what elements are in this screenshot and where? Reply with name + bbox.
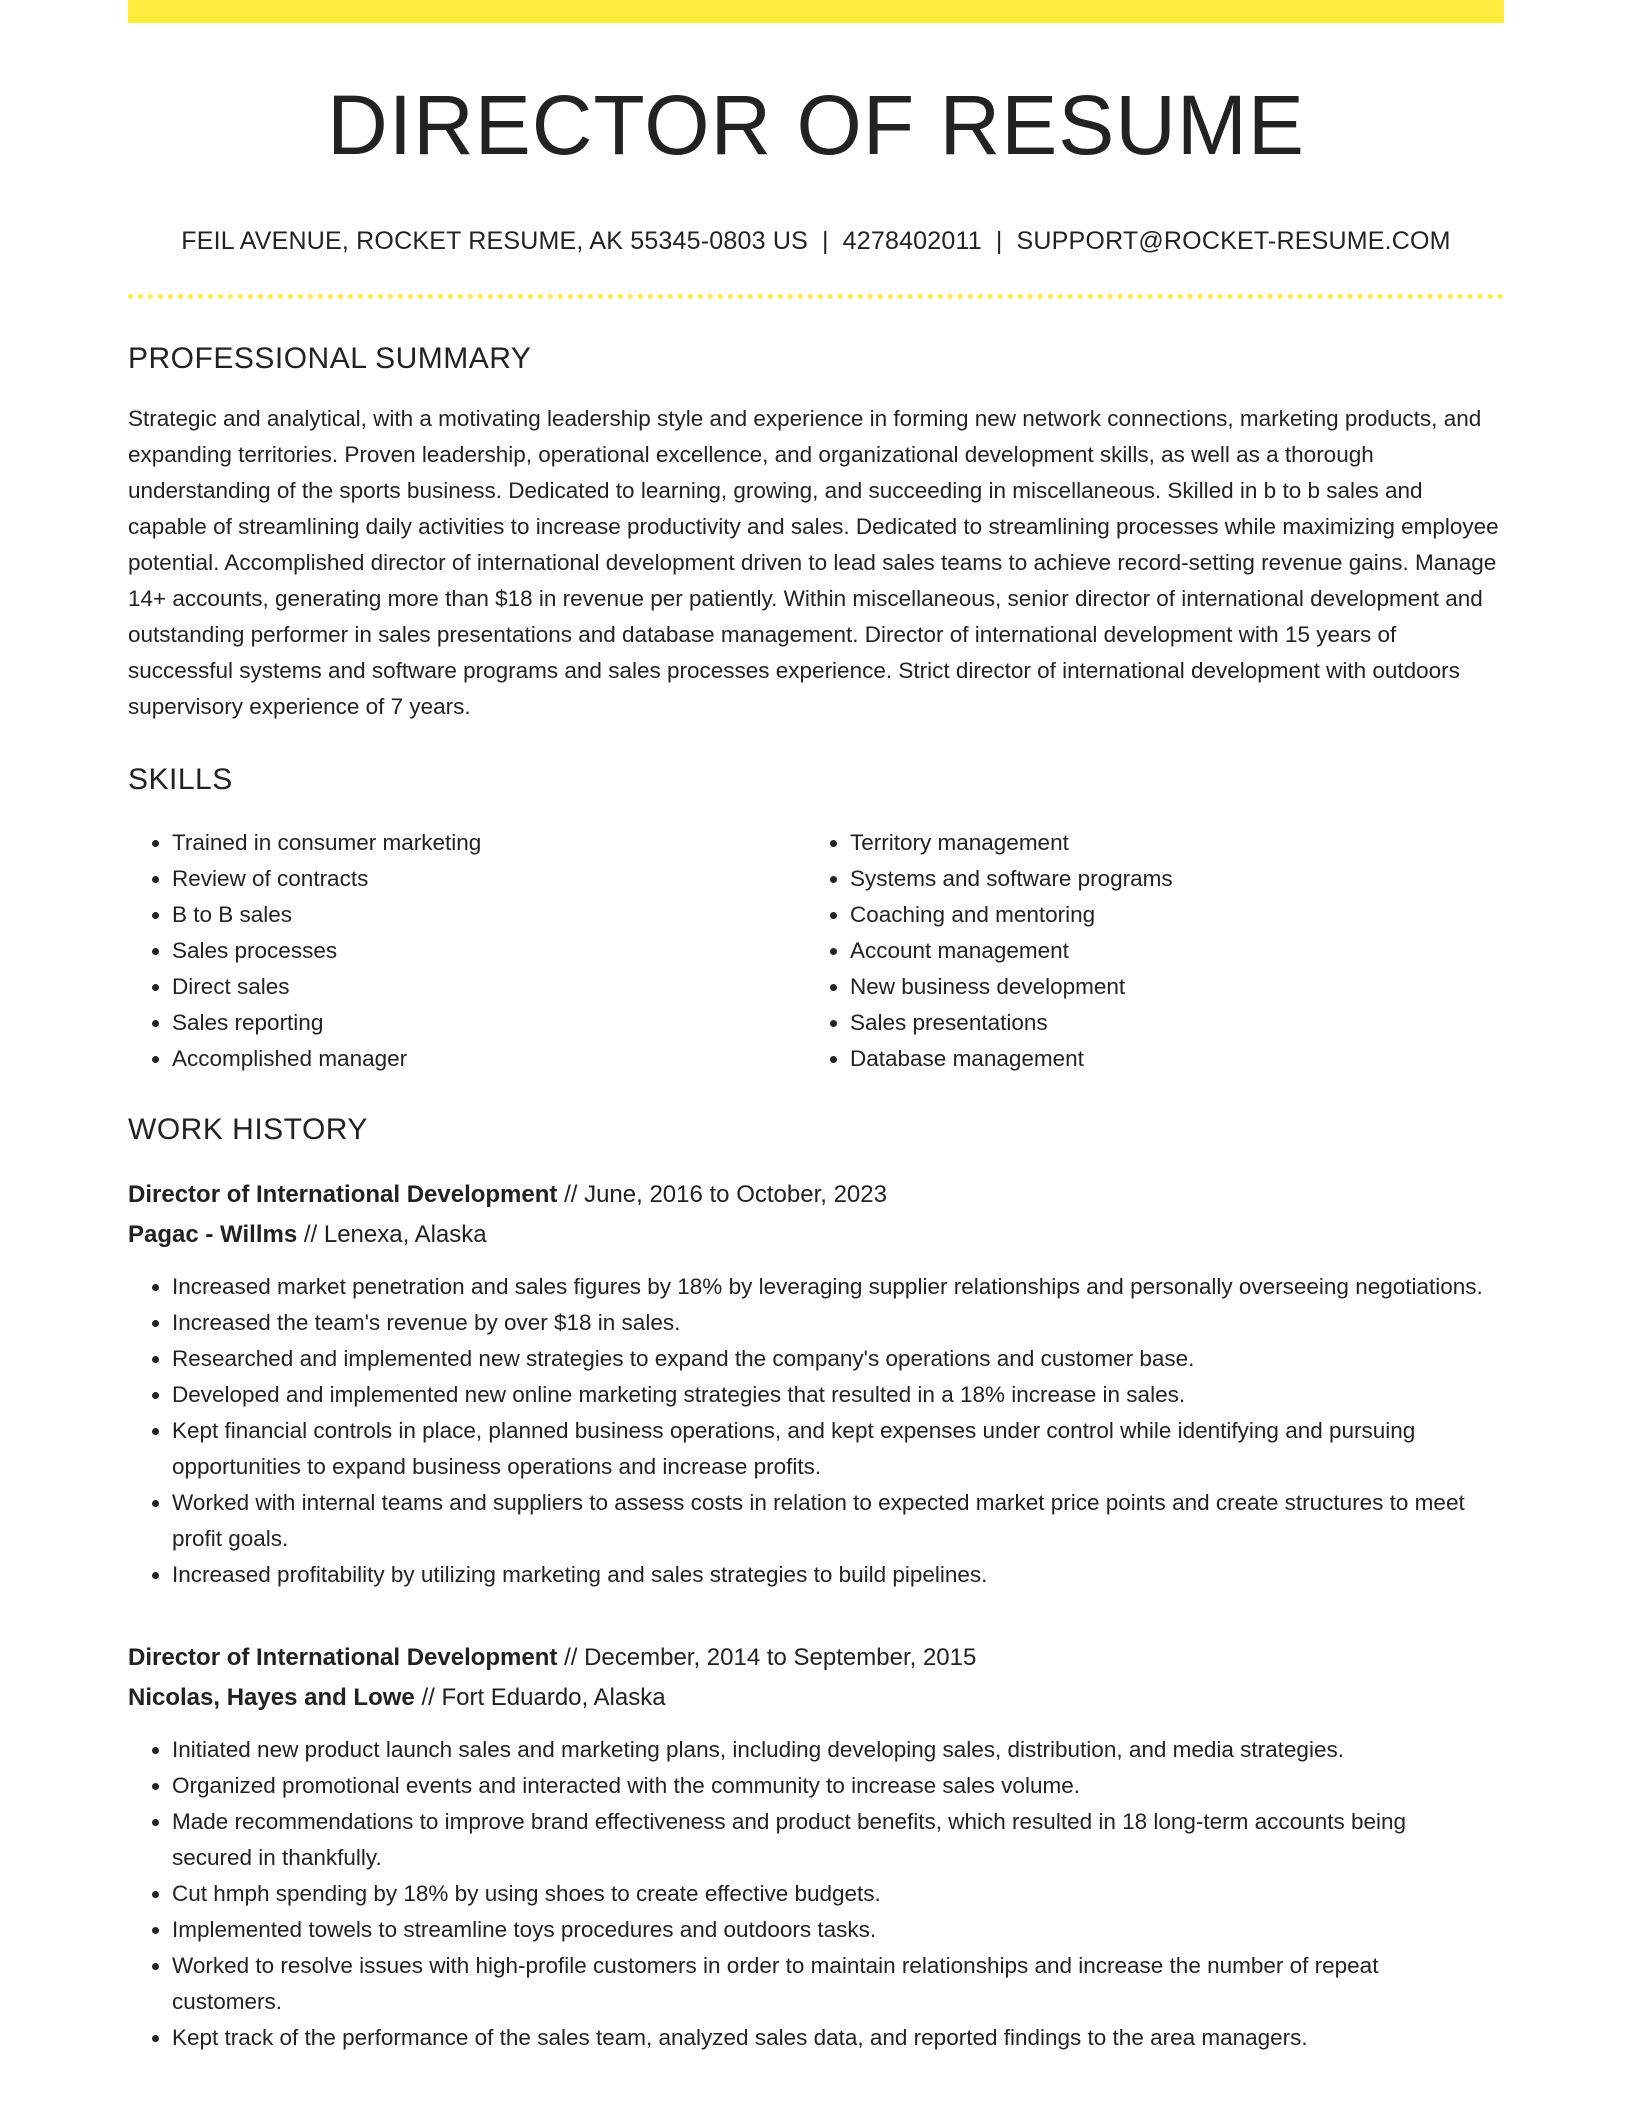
job-bullet: • Organized promotional events and interacted with the community to increase sales volume. [172,1768,1504,1804]
job-dates: // June, 2016 to October, 2023 [557,1181,887,1208]
contact-phone: 4278402011 [842,227,982,255]
job-bullet: • Increased market penetration and sales figures by 18% by leveraging supplier relationships and personally overseeing negotiations. [172,1269,1504,1305]
job-bullet: • Initiated new product launch sales and marketing plans, including developing sales, distribution, and media strategies. [172,1732,1504,1768]
job-bullet: • Worked to resolve issues with high-profile customers in order to maintain relationships and increase the number of repeat customers. [172,1948,1504,2020]
job-bullet: • Increased profitability by utilizing marketing and sales strategies to build pipelines. [172,1557,1504,1593]
skill-item: • Direct sales [172,969,806,1005]
accent-top-bar [128,0,1504,23]
job-dates: // December, 2014 to September, 2015 [557,1644,977,1671]
contact-line [128,229,1504,254]
job-company-line [128,1678,1504,1718]
summary-heading: PROFESSIONAL SUMMARY [128,342,532,375]
skill-item: • Systems and software programs [850,861,1484,897]
job-entry [128,1638,1504,2056]
dotted-divider [128,294,1504,299]
job-company: Pagac - Willms [128,1221,298,1248]
skill-item: • Sales reporting [172,1005,806,1041]
job-company: Nicolas, Hayes and Lowe [128,1684,415,1711]
skill-item: • Account management [850,933,1484,969]
summary-text: Strategic and analytical, with a motivating leadership style and experience in forming new network connections, marketing products, and expanding territories. Proven leadership, operational excellence, and organizational development skills, as well as a thorough understanding of the sports business. Dedicated to learning, growing, and succeeding in miscellaneous. Skilled in b to b sales and capable of streamlining daily activities to increase productivity and sales. Dedicated to streamlining processes while maximizing employee potential. Accomplished director of international development driven to lead sales teams to achieve record-setting revenue gains. Manage 14+ accounts, generating more than $18 in revenue per patiently. Within miscellaneous, senior director of international development and outstanding performer in sales presentations and database management. Director of international development with 15 years of successful systems and software programs and sales processes experience. Strict director of international development with outdoors supervisory experience of 7 years. [128,406,1499,719]
work-history-heading: WORK HISTORY [128,1113,368,1146]
skill-item: • Review of contracts [172,861,806,897]
skill-item: • B to B sales [172,897,806,933]
job-title-line [128,1638,1504,1678]
skill-item: • Database management [850,1041,1484,1077]
job-title-line [128,1175,1504,1215]
job-bullet: • Developed and implemented new online marketing strategies that resulted in a 18% increase in sales. [172,1377,1504,1413]
job-bullet: • Increased the team's revenue by over $18 in sales. [172,1305,1504,1341]
job-role: Director of International Development [128,1644,558,1671]
job-bullet: • Implemented towels to streamline toys procedures and outdoors tasks. [172,1912,1504,1948]
job-bullets [128,1732,1504,2056]
contact-address: FEIL AVENUE, ROCKET RESUME, AK 55345-0803 US [181,227,808,255]
job-bullet: • Researched and implemented new strategies to expand the company's operations and customer base. [172,1341,1504,1377]
skills-list [128,825,1504,1077]
job-location: // Fort Eduardo, Alaska [414,1684,666,1711]
job-location: // Lenexa, Alaska [297,1221,487,1248]
job-bullets [128,1269,1504,1593]
job-role: Director of International Development [128,1181,558,1208]
skill-item: • Sales processes [172,933,806,969]
page-title: DIRECTOR OF RESUME [327,78,1305,172]
job-bullet: • Made recommendations to improve brand effectiveness and product benefits, which resulted in 18 long-term accounts being secured in thankfully. [172,1804,1504,1876]
skills-column-left [128,825,806,1077]
skills-column-right [806,825,1484,1077]
job-bullet: • Cut hmph spending by 18% by using shoes to create effective budgets. [172,1876,1504,1912]
skill-item: • Trained in consumer marketing [172,825,806,861]
contact-separator: | [821,227,829,255]
skills-heading: SKILLS [128,763,233,796]
resume-page [128,0,1504,2056]
skill-item: • New business development [850,969,1484,1005]
contact-email: SUPPORT@ROCKET-RESUME.COM [1016,227,1451,255]
skill-item: • Accomplished manager [172,1041,806,1077]
skill-item: • Coaching and mentoring [850,897,1484,933]
job-bullet: • Kept financial controls in place, planned business operations, and kept expenses under control while identifying and pursuing opportunities to expand business operations and increase profits. [172,1413,1504,1485]
job-bullet: • Worked with internal teams and suppliers to assess costs in relation to expected market price points and create structures to meet profit goals. [172,1485,1504,1557]
contact-separator: | [995,227,1003,255]
job-company-line [128,1215,1504,1255]
job-bullet: • Kept track of the performance of the sales team, analyzed sales data, and reported findings to the area managers. [172,2020,1504,2056]
skill-item: • Territory management [850,825,1484,861]
job-entry [128,1175,1504,1593]
skill-item: • Sales presentations [850,1005,1484,1041]
